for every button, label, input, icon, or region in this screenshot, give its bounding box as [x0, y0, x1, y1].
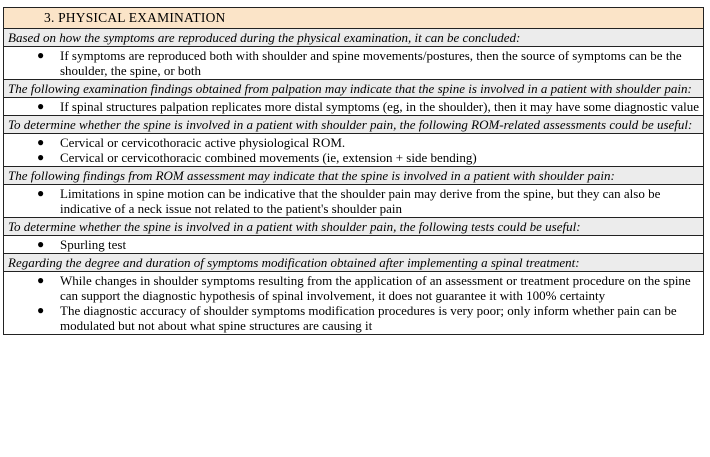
question-text: Regarding the degree and duration of symptoms modification obtained after implementing a spinal treatment:: [8, 255, 580, 270]
list-item: ● If symptoms are reproduced both with shoulder and spine movements/postures, then the source of symptoms can be the shoulder, the spine, or both: [37, 48, 682, 78]
question-row: [4, 217, 703, 235]
answer-list: [4, 237, 699, 252]
bullet-icon: ●: [37, 150, 45, 164]
bullet-icon: ●: [37, 48, 45, 62]
question-row: [4, 166, 703, 184]
section-header: [4, 8, 703, 28]
list-item: ● The diagnostic accuracy of shoulder symptoms modification procedures is very poor; only inform whether pain can be modulated but not about what spine structures are causing it: [37, 303, 677, 333]
list-item: ● Spurling test: [37, 237, 127, 252]
answer-row: [4, 184, 703, 217]
question-text: The following findings from ROM assessment may indicate that the spine is involved in a patient with shoulder pain:: [8, 168, 615, 183]
bullet-icon: ●: [37, 273, 45, 287]
answer-list: [4, 99, 699, 114]
list-item: ● If spinal structures palpation replicates more distal symptoms (eg, in the shoulder), then it may have some diagnostic value: [37, 99, 700, 114]
question-text: The following examination findings obtained from palpation may indicate that the spine is involved in a patient with shoulder pain:: [8, 81, 692, 96]
bullet-icon: ●: [37, 135, 45, 149]
section-title: 3. PHYSICAL EXAMINATION: [44, 10, 226, 25]
answer-row: [4, 133, 703, 166]
list-item: ● Cervical or cervicothoracic combined movements (ie, extension + side bending): [37, 150, 477, 165]
bullet-icon: ●: [37, 186, 45, 200]
question-row: [4, 253, 703, 271]
list-item: ● While changes in shoulder symptoms resulting from the application of an assessment or treatment procedure on the spine can support the diagnostic hypothesis of spinal involvement, it does not guarantee it with 100% certainty: [37, 273, 691, 303]
answer-list: [4, 48, 699, 78]
question-text: Based on how the symptoms are reproduced during the physical examination, it can be concluded:: [8, 30, 521, 45]
answer-list: [4, 135, 699, 165]
answer-row: [4, 97, 703, 115]
question-row: [4, 79, 703, 97]
question-text: To determine whether the spine is involved in a patient with shoulder pain, the following tests could be useful:: [8, 219, 581, 234]
list-item: ● Limitations in spine motion can be indicative that the shoulder pain may derive from the spine, but they can also be indicative of a neck issue not related to the patient's shoulder pain: [37, 186, 661, 216]
question-row: [4, 28, 703, 46]
list-item: ● Cervical or cervicothoracic active physiological ROM.: [37, 135, 346, 150]
answer-row: [4, 46, 703, 79]
question-text: To determine whether the spine is involved in a patient with shoulder pain, the following ROM-related assessments could be useful:: [8, 117, 693, 132]
answer-row: [4, 271, 703, 334]
answer-list: [4, 186, 699, 216]
answer-list: [4, 273, 699, 333]
bullet-icon: ●: [37, 99, 45, 113]
bullet-icon: ●: [37, 303, 45, 317]
question-row: [4, 115, 703, 133]
physical-examination-table: [3, 7, 704, 335]
bullet-icon: ●: [37, 237, 45, 251]
answer-row: [4, 235, 703, 253]
